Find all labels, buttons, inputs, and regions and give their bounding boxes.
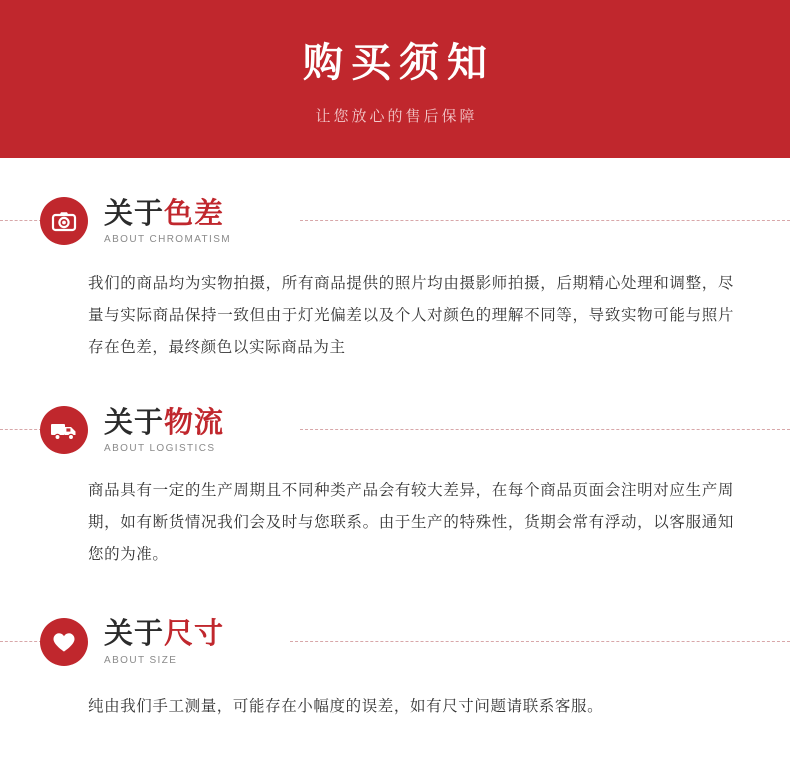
section-title-en: ABOUT SIZE [104, 654, 178, 666]
section-logistics [0, 393, 790, 570]
section-heading-text [104, 617, 224, 665]
divider-dashed-right [290, 641, 790, 642]
camera-icon [40, 197, 88, 245]
section-size [0, 605, 790, 723]
section-title-accent: 物流 [164, 405, 225, 440]
section-title [104, 406, 224, 439]
notice-sections [0, 184, 790, 722]
truck-icon [40, 406, 88, 454]
page-title: 购买须知 [303, 39, 495, 86]
divider-dashed-right [300, 429, 790, 430]
section-title-accent: 色差 [164, 195, 225, 230]
page-banner [0, 0, 790, 158]
section-body: 我们的商品均为实物拍摄，所有商品提供的照片均由摄影师拍摄，后期精心处理和调整，尽量与实际商品保持一致但由于灯光偏差以及个人对颜色的理解不同等，导致实物可能与照片存在色差，最终颜色以实际商品为主 [88, 274, 734, 356]
divider-dashed-left [0, 641, 42, 642]
section-header [0, 393, 790, 467]
section-title [104, 617, 224, 650]
section-body: 商品具有一定的生产周期且不同种类产品会有较大差异，在每个商品页面会注明对应生产周期，如有断货情况我们会及时与您联系。由于生产的特殊性，货期会常有浮动，以客服通知您的为准。 [88, 481, 734, 563]
section-heading-text [104, 406, 224, 454]
section-heading-text [104, 197, 231, 245]
section-title-plain: 关于 [104, 195, 165, 230]
section-title-en: ABOUT LOGISTICS [104, 443, 216, 455]
section-title-accent: 尺寸 [164, 616, 225, 651]
section-title [104, 197, 231, 230]
section-title-plain: 关于 [104, 405, 165, 440]
section-chromatism [0, 184, 790, 363]
divider-dashed-left [0, 220, 42, 221]
section-header [0, 605, 790, 679]
divider-dashed-right [300, 220, 790, 221]
section-title-plain: 关于 [104, 616, 165, 651]
section-title-en: ABOUT CHROMATISM [104, 234, 232, 246]
section-header [0, 184, 790, 258]
heart-icon [40, 618, 88, 666]
page-subtitle: 让您放心的售后保障 [315, 106, 478, 125]
divider-dashed-left [0, 429, 42, 430]
section-body: 纯由我们手工测量，可能存在小幅度的误差，如有尺寸问题请联系客服。 [88, 696, 604, 715]
